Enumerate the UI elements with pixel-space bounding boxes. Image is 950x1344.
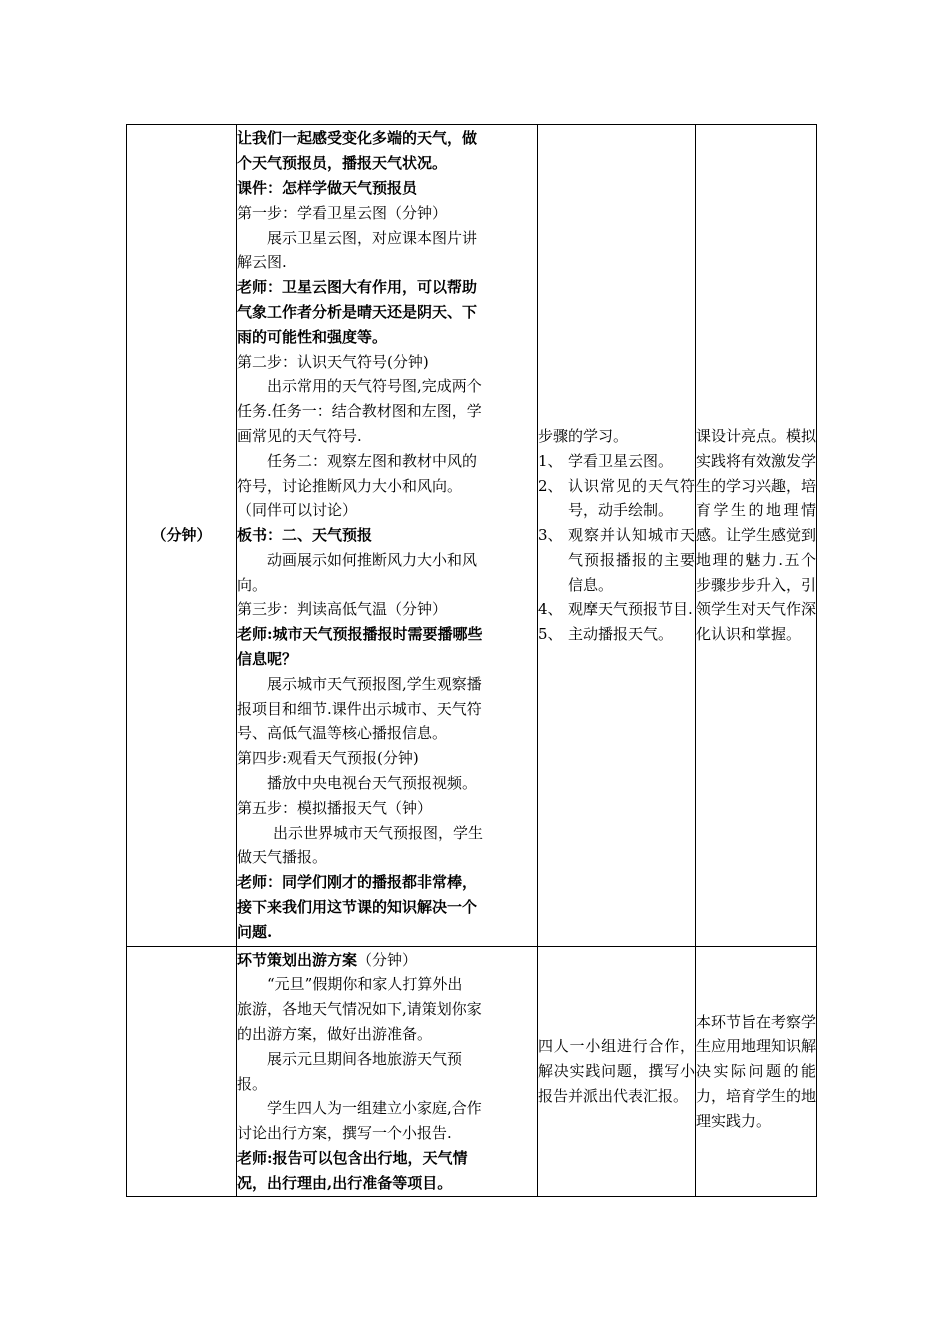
list-item-number: 2、 — [538, 476, 563, 495]
design-intent-cell: 课设计亮点。模拟实践将有效激发学生的学习兴趣，培育学生的地理情感。让学生感觉到地理的魅力.五个步骤步步升入，引领学生对天气作深化认识和掌握。 — [696, 125, 817, 947]
content-line: 问题. — [237, 922, 273, 941]
content-line: 老师:报告可以包含出行地，天气情 — [237, 1148, 468, 1167]
list-item — [538, 449, 695, 474]
content-line: 接下来我们用这节课的知识解决一个 — [237, 898, 478, 917]
list-item-number: 1、 — [538, 451, 563, 470]
content-line: 旅游，各地天气情况如下,请策划你家 — [237, 1000, 482, 1019]
design-intent-cell: 本环节旨在考察学生应用地理知识解决实际问题的能力，培育学生的地理实践力。 — [696, 947, 817, 1197]
content-line: 出示常用的天气符号图,完成两个 — [267, 377, 482, 396]
phase-cell — [127, 947, 237, 1197]
student-activity-cell — [538, 125, 696, 947]
content-line: 老师：卫星云图大有作用，可以帮助 — [237, 278, 478, 297]
content-line-heading: 环节策划出游方案 — [237, 950, 358, 969]
content-line: 任务.任务一：结合教材图和左图，学 — [237, 402, 482, 421]
content-line: 解云图. — [237, 253, 287, 272]
content-line: 气象工作者分析是晴天还是阴天、下 — [237, 302, 478, 321]
content-line: 课件：怎样学做天气预报员 — [237, 178, 418, 197]
content-line: 画常见的天气符号. — [237, 426, 362, 445]
content-line: 播放中央电视台天气预报视频。 — [267, 774, 478, 793]
content-line: 第一步：学看卫星云图（分钟） — [237, 203, 448, 222]
content-line: 动画展示如何推断风力大小和风 — [267, 550, 478, 569]
content-line: 展示城市天气预报图,学生观察播 — [267, 674, 482, 693]
teaching-content-cell — [237, 947, 538, 1197]
content-line: 让我们一起感受变化多端的天气，做 — [237, 129, 478, 148]
content-line: 板书：二、天气预报 — [237, 526, 373, 545]
content-line: 展示卫星云图，对应课本图片讲 — [267, 228, 478, 247]
table-row — [127, 947, 817, 1197]
content-line: 第四步:观看天气预报(分钟) — [237, 749, 419, 768]
list-item-text: 认识常见的天气符号，动手绘制。 — [568, 476, 695, 520]
list-item — [538, 622, 695, 647]
content-line: （同伴可以讨论） — [237, 501, 358, 520]
teaching-content-cell — [237, 125, 538, 947]
content-line — [237, 948, 537, 973]
content-line: 任务二：观察左图和教材中风的 — [267, 451, 478, 470]
content-line: 况，出行理由,出行准备等项目。 — [237, 1173, 453, 1192]
content-line: 老师:城市天气预报播报时需要播哪些 — [237, 625, 483, 644]
lesson-plan-table — [126, 124, 817, 1197]
student-intro: 步骤的学习。 — [538, 426, 629, 445]
content-line: 做天气播报。 — [237, 848, 328, 867]
list-item-text: 观察并认知城市天气预报播报的主要信息。 — [568, 526, 695, 594]
content-line: 报。 — [237, 1074, 268, 1093]
content-line: 符号，讨论推断风力大小和风向。 — [237, 476, 463, 495]
content-line: 第二步：认识天气符号(分钟) — [237, 352, 429, 371]
phase-cell: （分钟） — [127, 125, 237, 947]
content-line: 雨的可能性和强度等。 — [237, 327, 388, 346]
list-item — [538, 474, 695, 524]
list-item-number: 3、 — [538, 526, 563, 545]
content-line: 展示元旦期间各地旅游天气预 — [267, 1049, 463, 1068]
content-line: 号、高低气温等核心播报信息。 — [237, 724, 448, 743]
content-line: 出示世界城市天气预报图，学生 — [273, 823, 484, 842]
list-item — [538, 597, 695, 622]
table-row — [127, 125, 817, 947]
content-line: 信息呢？ — [237, 650, 298, 669]
content-line: 学生四人为一组建立小家庭,合作 — [267, 1099, 482, 1118]
list-item-number: 5、 — [538, 625, 563, 644]
list-item-text: 主动播报天气。 — [568, 625, 674, 644]
content-line: 第三步：判读高低气温（分钟） — [237, 600, 448, 619]
content-line: 老师：同学们刚才的播报都非常棒， — [237, 873, 478, 892]
student-activity-cell: 四人一小组进行合作，解决实践问题，撰写小报告并派出代表汇报。 — [538, 947, 696, 1197]
content-line: 向。 — [237, 575, 268, 594]
list-item-text: 观摩天气预报节目. — [568, 600, 693, 619]
content-line: 第五步：模拟播报天气（钟） — [237, 798, 433, 817]
list-item — [538, 523, 695, 597]
list-item-text: 学看卫星云图。 — [568, 451, 674, 470]
content-line: 个天气预报员，播报天气状况。 — [237, 154, 448, 173]
content-line: 报项目和细节.课件出示城市、天气符 — [237, 699, 482, 718]
content-line: “元旦”假期你和家人打算外出 — [267, 975, 463, 994]
content-line: 的出游方案，做好出游准备。 — [237, 1024, 433, 1043]
content-line: 讨论出行方案，撰写一个小报告. — [237, 1124, 452, 1143]
content-line-rest: （分钟） — [357, 950, 418, 969]
list-item-number: 4、 — [538, 600, 563, 619]
